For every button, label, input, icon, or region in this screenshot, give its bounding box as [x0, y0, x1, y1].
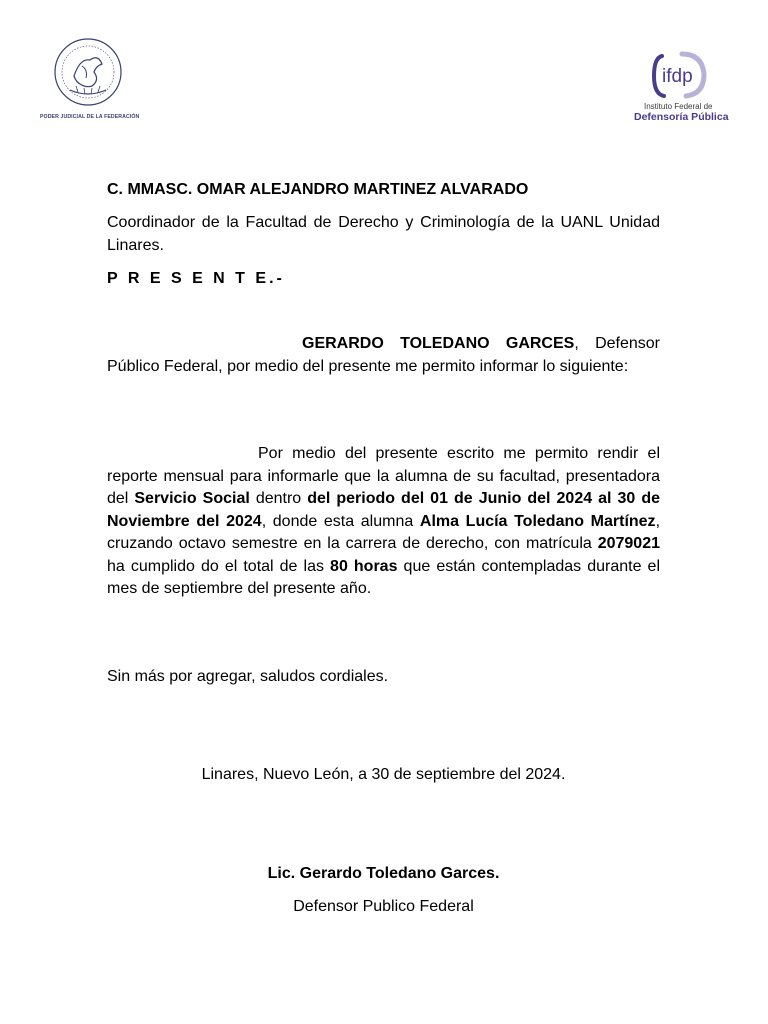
body-text-e: , donde esta alumna [261, 512, 420, 530]
body-text-i: ha cumplido do el total de las [107, 557, 331, 575]
ifdp-line2: Defensoría Pública [634, 111, 729, 123]
body-text-c: dentro [249, 490, 308, 507]
seal-caption: PODER JUDICIAL DE LA FEDERACIÓN [40, 114, 140, 120]
defender-name: GERARDO TOLEDANO GARCES [302, 335, 575, 352]
recipient-title: Coordinador de la Facultad de Derecho y Criminología de la UANL Unidad Linares. [107, 214, 660, 254]
recipient-name: C. MMASC. OMAR ALEJANDRO MARTINEZ ALVARADO [107, 181, 529, 198]
period-dates: del periodo del 01 de Junio del 2024 al 30 de Noviembre del 2024 [107, 490, 660, 530]
hours-total: 80 horas [330, 557, 398, 575]
signer-title: Defensor Publico Federal [293, 898, 474, 915]
closing-line: Sin más por agregar, saludos cordiales. [107, 668, 389, 685]
student-id: 2079021 [597, 535, 660, 552]
signer-name: Lic. Gerardo Toledano Garces. [267, 865, 500, 882]
body-paragraph [107, 443, 660, 601]
ifdp-mark-icon [652, 50, 710, 100]
place-date: Linares, Nuevo León, a 30 de septiembre del 2024. [201, 766, 566, 783]
ifdp-mark: ifdp [662, 66, 693, 87]
servicio-social: Servicio Social [134, 490, 250, 507]
body-text-a: Por medio del presente escrito me permito rendir el reporte mensual para informarle que la alumna de su facultad, presentadora del [107, 445, 660, 507]
intro-paragraph [107, 333, 660, 378]
eagle-seal-icon [52, 36, 124, 108]
ifdp-logo [626, 50, 736, 130]
ifdp-line1: Instituto Federal de [644, 102, 713, 111]
body-text-k: que están contempladas durante el mes de septiembre del presente año. [107, 557, 660, 597]
mexican-coat-of-arms-logo [40, 36, 140, 126]
presente-heading: P R E S E N T E.- [107, 270, 285, 287]
student-name: Alma Lucía Toledano Martínez [419, 512, 656, 530]
intro-text: , Defensor Público Federal, por medio del presente me permito informar lo siguiente: [107, 335, 660, 375]
body-text-g: , cruzando octavo semestre en la carrera de derecho, con matrícula [107, 512, 661, 552]
